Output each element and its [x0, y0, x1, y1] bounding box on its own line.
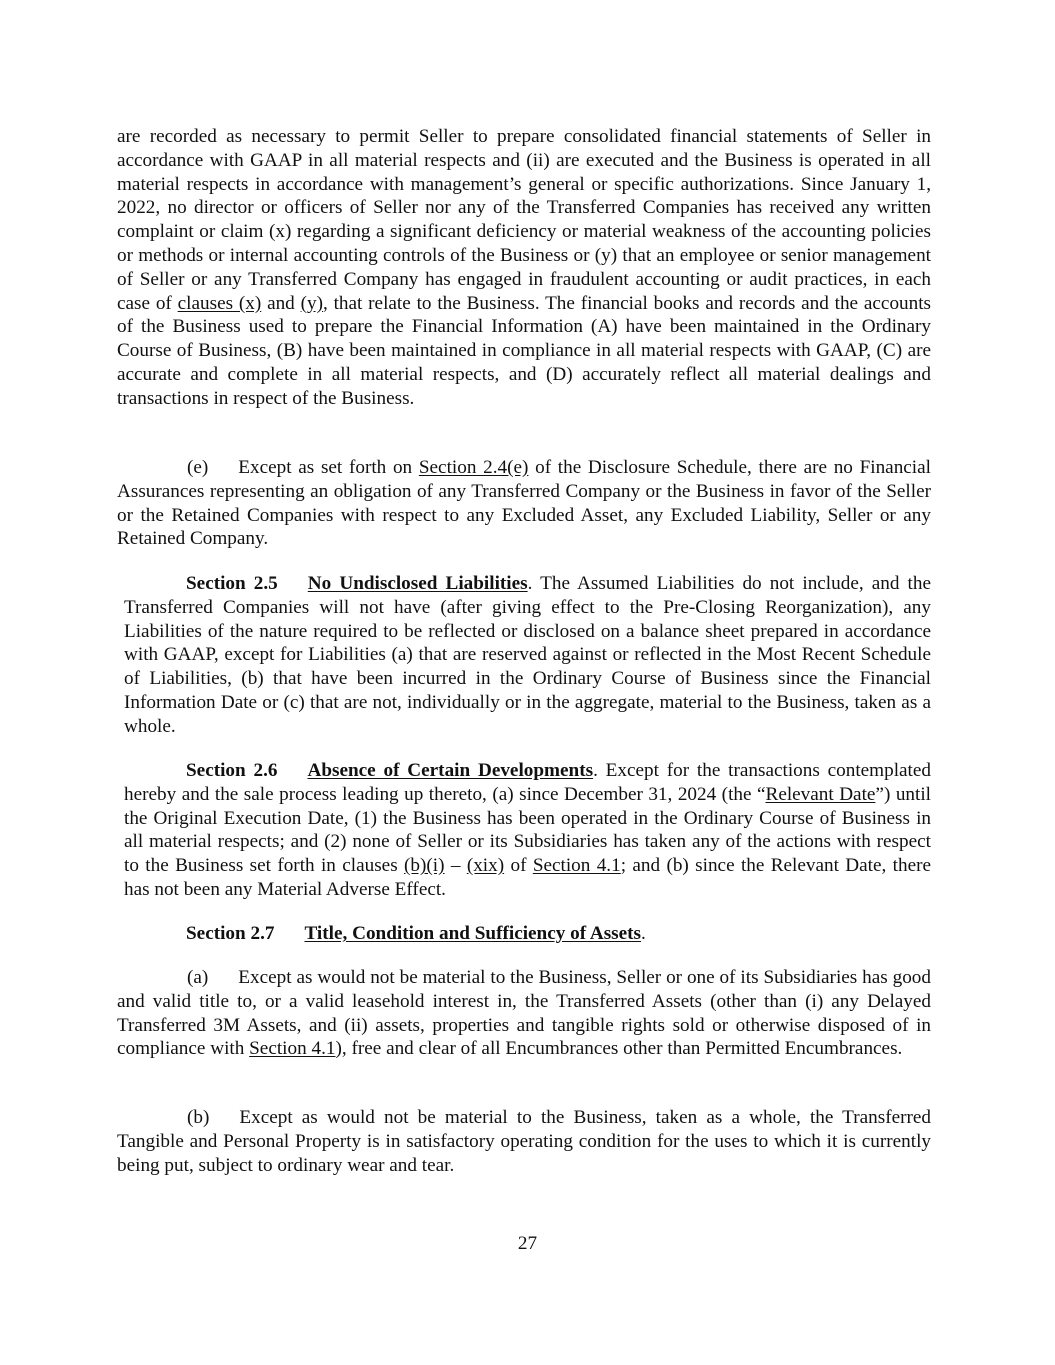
section-title: Absence of Certain Developments: [307, 760, 594, 781]
link-clauses-x[interactable]: clauses (x): [177, 292, 262, 314]
section-number: Section 2.6: [186, 760, 278, 781]
defined-term-relevant-date: Relevant Date: [765, 783, 876, 805]
paragraph-b: (b) Except as would not be material to the Business, taken as a whole, the Transferred Tangible and Personal Property is in satisfactory operating condition for the uses to which it is currently being put, subject to ordinary wear and tear.: [117, 1107, 931, 1176]
section-number: Section 2.5: [186, 573, 278, 594]
link-clause-y[interactable]: (y): [300, 292, 323, 314]
section-2-6: Section 2.6 Absence of Certain Developments. Except for the transactions contemplated hereby and the sale process leading up thereto, (a) since December 31, 2024 (the “Relevant Date”) until the Original Execution Date, (1) the Business has been operated in the Ordinary Course of Business in all material respects; and (2) none of Seller or its Subsidiaries has taken any of the actions with respect to the Business set forth in clauses (b)(i) – (xix) of Section 4.1; and (b) since the Relevant Date, there has not been any Material Adverse Effect.: [124, 760, 932, 900]
paragraph-label: (a): [187, 967, 209, 988]
paragraph-label: (b): [187, 1107, 210, 1128]
paragraph-a: (a) Except as would not be material to the Business, Seller or one of its Subsidiaries has good and valid title to, or a valid leasehold interest in, the Transferred Assets (other than (i) any Delayed Transferred 3M Assets, and (ii) assets, properties and tangible rights sold or otherwise disposed of in compliance with Section 4.1), free and clear of all Encumbrances other than Permitted Encumbrances.: [117, 967, 931, 1060]
link-section-4-1[interactable]: Section 4.1: [532, 855, 621, 877]
section-title: No Undisclosed Liabilities: [307, 573, 528, 594]
section-2-5: Section 2.5 No Undisclosed Liabilities. The Assumed Liabilities do not include, and the Transferred Companies will not have (after giving effect to the Pre-Closing Reorganization), any Liabilities of the nature required to be reflected or disclosed on a balance sheet prepared in accordance with GAAP, except for Liabilities (a) that are reserved against or reflected in the Most Recent Schedule of Liabilities, (b) that have been incurred in the Ordinary Course of Business since the Financial Information Date or (c) that are not, individually or in the aggregate, material to the Business, taken as a whole.: [124, 573, 931, 737]
section-number: Section 2.7: [186, 923, 275, 944]
link-section-4-1[interactable]: Section 4.1: [249, 1038, 336, 1060]
paragraph-label: (e): [187, 457, 209, 478]
link-clause-xix[interactable]: (xix): [466, 855, 505, 877]
link-clause-b-i[interactable]: (b)(i): [404, 855, 445, 877]
link-section-2-4e[interactable]: Section 2.4(e): [418, 457, 529, 478]
section-title: Title, Condition and Sufficiency of Assets: [304, 923, 642, 944]
paragraph-e: (e) Except as set forth on Section 2.4(e) of the Disclosure Schedule, there are no Financial Assurances representing an obligation of any Transferred Company or the Business in favor of the Seller or the Retained Companies with respect to any Excluded Asset, any Excluded Liability, Seller or any Retained Company.: [117, 457, 931, 550]
page-number: 27: [517, 1233, 538, 1254]
paragraph-financial-controls: are recorded as necessary to permit Seller to prepare consolidated financial statements of Seller in accordance with GAAP in all material respects and (ii) are executed and the Business is operated in all material respects in accordance with management’s general or specific authorizations. Since January 1, 2022, no director or officers of Seller nor any of the Transferred Companies has received any written complaint or claim (x) regarding a significant deficiency or material weakness of the accounting policies or methods or internal accounting controls of the Business or (y) that an employee or senior management of Seller or any Transferred Company has engaged in fraudulent accounting or audit practices, in each case of clauses (x) and (y), that relate to the Business. The financial books and records and the accounts of the Business used to prepare the Financial Information (A) have been maintained in the Ordinary Course of Business, (B) have been maintained in compliance in all material respects with GAAP, (C) are accurate and complete in all material respects, and (D) accurately reflect all material dealings and transactions in respect of the Business.: [117, 126, 932, 409]
section-2-7-heading: Section 2.7 Title, Condition and Sufficiency of Assets.: [186, 923, 646, 944]
